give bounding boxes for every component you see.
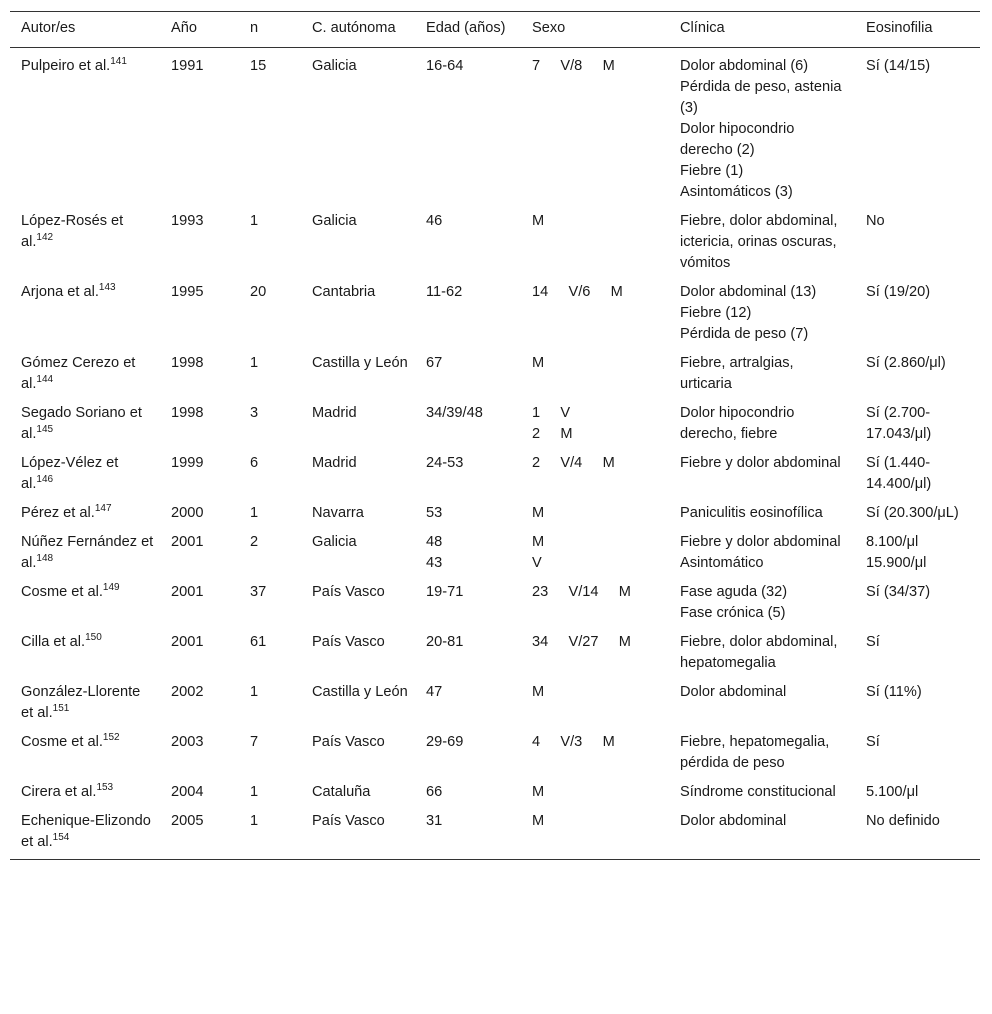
age-cell bbox=[415, 774, 521, 803]
table-row bbox=[10, 48, 980, 204]
year-cell: 1991 bbox=[171, 58, 204, 74]
author-cell bbox=[10, 495, 160, 524]
age-cell bbox=[415, 203, 521, 274]
sex-cell-line: 1 V bbox=[532, 405, 571, 421]
clinic-cell-line: Fiebre, dolor abdominal, ictericia, orinas oscuras, vómitos bbox=[680, 213, 838, 271]
table-row bbox=[10, 274, 980, 345]
eosinophilia-cell bbox=[855, 724, 980, 774]
sex-cell-line: M bbox=[532, 813, 545, 829]
eosinophilia-cell bbox=[855, 203, 980, 274]
sex-cell bbox=[521, 345, 669, 395]
reference-number: 153 bbox=[96, 782, 114, 794]
author-cell bbox=[10, 203, 160, 274]
author-name: Gómez Cerezo et al. bbox=[21, 355, 136, 392]
author-cell bbox=[10, 674, 160, 724]
reference-number: 147 bbox=[94, 503, 112, 515]
author-cell bbox=[10, 274, 160, 345]
reference-number: 154 bbox=[52, 832, 70, 844]
sex-cell-line: 14 V/6 M bbox=[532, 284, 623, 300]
eosinophilia-cell-line: Sí (19/20) bbox=[866, 284, 931, 300]
author-cell bbox=[10, 345, 160, 395]
sex-cell bbox=[521, 274, 669, 345]
table-row bbox=[10, 774, 980, 803]
author-name: Arjona et al. bbox=[21, 284, 99, 300]
year-cell: 2001 bbox=[171, 534, 204, 550]
reference-number: 141 bbox=[110, 56, 127, 68]
region-cell: Navarra bbox=[312, 505, 364, 521]
clinic-cell-line: Fase crónica (5) bbox=[680, 605, 786, 621]
table-row bbox=[10, 624, 980, 674]
column-header: Autor/es bbox=[10, 12, 160, 48]
region-cell: Galicia bbox=[312, 213, 357, 229]
year-cell: 1999 bbox=[171, 455, 204, 471]
age-cell-line: 53 bbox=[426, 505, 443, 521]
eosinophilia-cell bbox=[855, 624, 980, 674]
age-cell bbox=[415, 624, 521, 674]
eosinophilia-cell bbox=[855, 803, 980, 860]
year-cell: 2002 bbox=[171, 684, 204, 700]
sex-cell bbox=[521, 574, 669, 624]
clinic-cell-line: Síndrome constitucional bbox=[680, 784, 836, 800]
year-cell: 1998 bbox=[171, 405, 204, 421]
sex-cell-line: 23 V/14 M bbox=[532, 584, 631, 600]
author-name: González-Llorente et al. bbox=[21, 684, 141, 721]
region-cell: Cantabria bbox=[312, 284, 376, 300]
clinic-cell bbox=[669, 495, 855, 524]
header-row bbox=[10, 12, 980, 48]
reference-number: 152 bbox=[102, 732, 120, 744]
year-cell: 2001 bbox=[171, 634, 204, 650]
reference-number: 143 bbox=[98, 282, 116, 294]
region-cell: País Vasco bbox=[301, 803, 415, 860]
reference-number: 146 bbox=[36, 474, 54, 486]
clinic-cell-line: Dolor hipocondrio derecho, fiebre bbox=[680, 405, 795, 442]
n-cell: 1 bbox=[250, 784, 259, 800]
author-name: Cosme et al. bbox=[21, 584, 103, 600]
clinic-cell bbox=[669, 574, 855, 624]
sex-cell-line: 2 M bbox=[532, 426, 573, 442]
eosinophilia-cell-line: Sí (14/15) bbox=[866, 58, 931, 74]
region-cell: Galicia bbox=[312, 534, 357, 550]
n-cell: 1 bbox=[250, 213, 259, 229]
region-cell: Cataluña bbox=[312, 784, 371, 800]
eosinophilia-cell bbox=[855, 445, 980, 495]
age-cell bbox=[415, 395, 521, 445]
age-cell-line: 48 bbox=[426, 534, 443, 550]
sex-cell bbox=[521, 724, 669, 774]
clinic-cell bbox=[669, 445, 855, 495]
clinic-cell-line: Fiebre, artralgias, urticaria bbox=[680, 355, 794, 392]
n-cell: 37 bbox=[250, 584, 267, 600]
sex-cell bbox=[521, 48, 669, 204]
n-cell: 15 bbox=[250, 58, 267, 74]
sex-cell bbox=[521, 495, 669, 524]
eosinophilia-cell bbox=[855, 274, 980, 345]
n-cell: 1 bbox=[250, 505, 259, 521]
sex-cell-line: M bbox=[532, 355, 545, 371]
age-cell-line: 20-81 bbox=[426, 634, 464, 650]
year-cell: 2001 bbox=[171, 584, 204, 600]
table-row bbox=[10, 803, 980, 860]
table-row bbox=[10, 574, 980, 624]
sex-cell bbox=[521, 524, 669, 574]
year-cell: 2004 bbox=[171, 784, 204, 800]
reference-number: 142 bbox=[36, 232, 54, 244]
sex-cell-line: 34 V/27 M bbox=[532, 634, 631, 650]
n-cell: 20 bbox=[250, 284, 267, 300]
author-name: Echenique-Elizondo et al. bbox=[21, 813, 151, 850]
author-name: Cilla et al. bbox=[21, 634, 86, 650]
clinic-cell bbox=[669, 48, 855, 204]
sex-cell bbox=[521, 624, 669, 674]
age-cell bbox=[415, 274, 521, 345]
sex-cell-line: V bbox=[532, 555, 542, 571]
eosinophilia-cell-line: No definido bbox=[866, 813, 940, 829]
sex-cell bbox=[521, 774, 669, 803]
eosinophilia-cell-line: Sí (2.700-17.043/μl) bbox=[866, 405, 932, 442]
age-cell bbox=[415, 674, 521, 724]
reference-number: 145 bbox=[36, 424, 54, 436]
author-name: Cirera et al. bbox=[21, 784, 97, 800]
n-cell: 2 bbox=[250, 534, 259, 550]
region-cell: Galicia bbox=[312, 58, 357, 74]
sex-cell-line: M bbox=[532, 684, 545, 700]
clinic-cell-line: Fiebre (1) bbox=[680, 163, 744, 179]
eosinophilia-cell-line: 8.100/μl bbox=[866, 534, 919, 550]
age-cell-line: 11-62 bbox=[426, 284, 463, 300]
author-cell bbox=[10, 524, 160, 574]
sex-cell bbox=[521, 674, 669, 724]
n-cell: 7 bbox=[250, 734, 259, 750]
n-cell: 1 bbox=[250, 355, 259, 371]
column-header: n bbox=[239, 12, 301, 48]
table-row bbox=[10, 724, 980, 774]
region-cell: Castilla y León bbox=[312, 355, 408, 371]
clinic-cell-line: Fiebre, dolor abdominal, hepatomegalia bbox=[680, 634, 838, 671]
region-cell: País Vasco bbox=[312, 584, 385, 600]
age-cell bbox=[415, 574, 521, 624]
table-row bbox=[10, 674, 980, 724]
age-cell bbox=[415, 803, 521, 860]
age-cell bbox=[415, 495, 521, 524]
age-cell bbox=[415, 345, 521, 395]
author-name: Cosme et al. bbox=[21, 734, 103, 750]
sex-cell-line: M bbox=[532, 213, 545, 229]
author-cell bbox=[10, 624, 160, 674]
table-row bbox=[10, 395, 980, 445]
author-name: López-Rosés et al. bbox=[21, 213, 124, 250]
clinic-cell bbox=[669, 674, 855, 724]
clinic-cell bbox=[669, 724, 855, 774]
clinic-cell bbox=[669, 524, 855, 574]
column-header: C. autónoma bbox=[301, 12, 415, 48]
column-header: Sexo bbox=[521, 12, 669, 48]
n-cell: 3 bbox=[250, 405, 259, 421]
eosinophilia-cell-line: Sí bbox=[866, 734, 880, 750]
age-cell-line: 16-64 bbox=[426, 58, 464, 74]
age-cell bbox=[415, 445, 521, 495]
age-cell-line: 67 bbox=[426, 355, 443, 371]
author-name: Pulpeiro et al. bbox=[21, 58, 111, 74]
n-cell: 6 bbox=[250, 455, 259, 471]
age-cell bbox=[415, 48, 521, 204]
author-cell bbox=[10, 445, 160, 495]
year-cell: 1995 bbox=[171, 284, 204, 300]
region-cell: Madrid bbox=[312, 455, 357, 471]
clinic-cell bbox=[669, 395, 855, 445]
n-cell: 61 bbox=[250, 634, 267, 650]
clinic-cell-line: Dolor hipocondrio derecho (2) bbox=[680, 121, 795, 158]
clinic-cell-line: Fiebre y dolor abdominal bbox=[680, 534, 841, 550]
clinic-cell-line: Pérdida de peso (7) bbox=[680, 326, 809, 342]
reference-number: 144 bbox=[36, 374, 54, 386]
reference-number: 151 bbox=[52, 703, 70, 715]
eosinophilia-cell-line: Sí (20.300/μL) bbox=[866, 505, 959, 521]
clinic-cell bbox=[669, 774, 855, 803]
n-cell: 1 bbox=[250, 684, 259, 700]
clinic-cell-line: Dolor abdominal (6) bbox=[680, 58, 809, 74]
eosinophilia-cell bbox=[855, 48, 980, 204]
column-header: Edad (años) bbox=[415, 12, 521, 48]
age-cell-line: 34/39/48 bbox=[426, 405, 483, 421]
reference-number: 149 bbox=[102, 582, 120, 594]
eosinophilia-cell bbox=[855, 495, 980, 524]
author-name: Segado Soriano et al. bbox=[21, 405, 142, 442]
reference-number: 150 bbox=[85, 632, 102, 644]
clinic-cell-line: Asintomáticos (3) bbox=[680, 184, 793, 200]
eosinophilia-cell bbox=[855, 574, 980, 624]
eosinophilia-cell-line: Sí (2.860/μl) bbox=[866, 355, 946, 371]
clinic-cell bbox=[669, 345, 855, 395]
sex-cell bbox=[521, 395, 669, 445]
age-cell-line: 43 bbox=[426, 555, 443, 571]
column-header: Año bbox=[160, 12, 239, 48]
age-cell-line: 47 bbox=[426, 684, 443, 700]
sex-cell-line: 2 V/4 M bbox=[532, 455, 615, 471]
age-cell bbox=[415, 524, 521, 574]
clinic-cell-line: Dolor abdominal bbox=[680, 684, 787, 700]
author-cell bbox=[10, 774, 160, 803]
sex-cell-line: 7 V/8 M bbox=[532, 58, 615, 74]
age-cell-line: 29-69 bbox=[426, 734, 464, 750]
year-cell: 2000 bbox=[171, 505, 204, 521]
author-cell bbox=[10, 574, 160, 624]
author-cell bbox=[10, 395, 160, 445]
table-row bbox=[10, 495, 980, 524]
region-cell: País Vasco bbox=[312, 634, 385, 650]
eosinophilia-cell-line: No bbox=[866, 213, 885, 229]
clinic-cell-line: Asintomático bbox=[680, 555, 764, 571]
sex-cell bbox=[521, 445, 669, 495]
sex-cell bbox=[521, 203, 669, 274]
sex-cell-line: 4 V/3 M bbox=[532, 734, 615, 750]
sex-cell bbox=[521, 803, 669, 860]
region-cell: Madrid bbox=[312, 405, 357, 421]
sex-cell-line: M bbox=[532, 505, 545, 521]
n-cell: 1 bbox=[239, 803, 301, 860]
clinic-cell-line: Dolor abdominal bbox=[680, 813, 787, 829]
eosinophilia-cell-line: 15.900/μl bbox=[866, 555, 927, 571]
author-name: Pérez et al. bbox=[21, 505, 95, 521]
age-cell-line: 46 bbox=[426, 213, 443, 229]
clinic-cell-line: Fase aguda (32) bbox=[680, 584, 788, 600]
table-row bbox=[10, 345, 980, 395]
author-name: Núñez Fernández et al. bbox=[21, 534, 154, 571]
eosinophilia-cell-line: Sí (1.440-14.400/μl) bbox=[866, 455, 932, 492]
age-cell-line: 24-53 bbox=[426, 455, 464, 471]
clinic-cell-line: Dolor abdominal (13) bbox=[680, 284, 817, 300]
author-cell bbox=[10, 724, 160, 774]
table-body bbox=[10, 48, 980, 860]
eosinophilia-cell-line: Sí (11%) bbox=[866, 684, 922, 700]
clinic-cell bbox=[669, 274, 855, 345]
clinic-cell-line: Fiebre (12) bbox=[680, 305, 752, 321]
clinic-cell-line: Fiebre, hepatomegalia, pérdida de peso bbox=[680, 734, 830, 771]
eosinophilia-cell bbox=[855, 524, 980, 574]
clinic-cell-line: Fiebre y dolor abdominal bbox=[680, 455, 841, 471]
column-header: Clínica bbox=[669, 12, 855, 48]
eosinophilia-cell bbox=[855, 674, 980, 724]
clinic-cell bbox=[669, 624, 855, 674]
clinic-cell-line: Paniculitis eosinofílica bbox=[680, 505, 823, 521]
region-cell: Castilla y León bbox=[312, 684, 408, 700]
eosinophilia-cell bbox=[855, 395, 980, 445]
year-cell: 1993 bbox=[171, 213, 204, 229]
clinic-cell-line: Pérdida de peso, astenia (3) bbox=[680, 79, 842, 116]
clinic-cell bbox=[669, 203, 855, 274]
table-row bbox=[10, 524, 980, 574]
eosinophilia-cell-line: Sí bbox=[866, 634, 880, 650]
author-name: López-Vélez et al. bbox=[21, 455, 119, 492]
eosinophilia-cell-line: Sí (34/37) bbox=[866, 584, 931, 600]
table-row bbox=[10, 445, 980, 495]
age-cell-line: 66 bbox=[426, 784, 443, 800]
age-cell bbox=[415, 724, 521, 774]
eosinophilia-cell-line: 5.100/μl bbox=[866, 784, 919, 800]
author-cell bbox=[10, 803, 160, 860]
eosinophilia-cell bbox=[855, 345, 980, 395]
table-row bbox=[10, 203, 980, 274]
column-header: Eosinofilia bbox=[855, 12, 980, 48]
sex-cell-line: M bbox=[532, 784, 545, 800]
year-cell: 2003 bbox=[171, 734, 204, 750]
clinic-cell bbox=[669, 803, 855, 860]
year-cell: 1998 bbox=[171, 355, 204, 371]
region-cell: País Vasco bbox=[312, 734, 385, 750]
eosinophilia-cell bbox=[855, 774, 980, 803]
age-cell-line: 19-71 bbox=[426, 584, 464, 600]
year-cell: 2005 bbox=[160, 803, 239, 860]
data-table bbox=[10, 11, 980, 860]
age-cell-line: 31 bbox=[426, 813, 443, 829]
reference-number: 148 bbox=[36, 553, 54, 565]
sex-cell-line: M bbox=[532, 534, 545, 550]
author-cell bbox=[10, 48, 160, 204]
